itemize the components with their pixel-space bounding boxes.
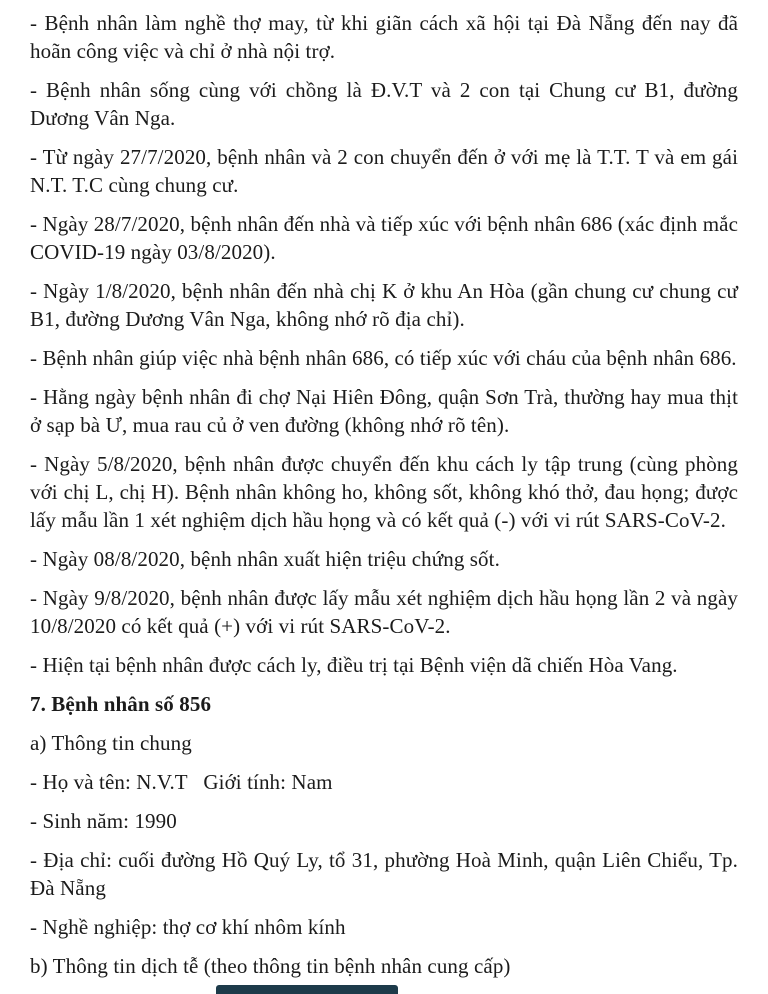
patient-name-gender-field: - Họ và tên: N.V.T Giới tính: Nam (30, 770, 333, 794)
epi-note: - Ngày 28/7/2020, bệnh nhân đến nhà và tiếp xúc với bệnh nhân 686 (xác định mắc COVID-19 ngày 03/8/2020). (30, 212, 738, 264)
patient-856-heading: 7. Bệnh nhân số 856 (30, 692, 212, 716)
bottom-bar (216, 985, 398, 994)
epi-note: - Hiện tại bệnh nhân được cách ly, điều trị tại Bệnh viện dã chiến Hòa Vang. (30, 653, 678, 677)
general-info-label: a) Thông tin chung (30, 731, 192, 755)
epi-note: - Bệnh nhân làm nghề thợ may, từ khi giãn cách xã hội tại Đà Nẵng đến nay đã hoãn công việc và chỉ ở nhà nội trợ. (30, 11, 738, 63)
patient-occupation-field: - Nghề nghiệp: thợ cơ khí nhôm kính (30, 915, 346, 939)
patient-birth-year-field: - Sinh năm: 1990 (30, 809, 177, 833)
epi-note: - Ngày 9/8/2020, bệnh nhân được lấy mẫu xét nghiệm dịch hầu họng lần 2 và ngày 10/8/2020 có kết quả (+) với vi rút SARS-CoV-2. (30, 586, 738, 638)
patient-address-field: - Địa chỉ: cuối đường Hồ Quý Ly, tổ 31, phường Hoà Minh, quận Liên Chiểu, Tp. Đà Nẵng (30, 848, 738, 900)
epi-note: - Ngày 08/8/2020, bệnh nhân xuất hiện triệu chứng sốt. (30, 547, 500, 571)
epi-note: - Bệnh nhân giúp việc nhà bệnh nhân 686, có tiếp xúc với cháu của bệnh nhân 686. (30, 346, 737, 370)
epi-note: - Từ ngày 27/7/2020, bệnh nhân và 2 con chuyển đến ở với mẹ là T.T. T và em gái N.T. T.C cùng chung cư. (30, 145, 738, 197)
epi-info-label: b) Thông tin dịch tễ (theo thông tin bệnh nhân cung cấp) (30, 954, 511, 978)
epi-note: - Bệnh nhân sống cùng với chồng là Đ.V.T và 2 con tại Chung cư B1, đường Dương Vân Nga. (30, 78, 738, 130)
epi-note: - Hằng ngày bệnh nhân đi chợ Nại Hiên Đông, quận Sơn Trà, thường hay mua thịt ở sạp bà Ư, mua rau củ ở ven đường (không nhớ rõ tên). (30, 385, 738, 437)
epi-note: - Ngày 5/8/2020, bệnh nhân được chuyển đến khu cách ly tập trung (cùng phòng với chị L, chị H). Bệnh nhân không ho, không sốt, không khó thở, đau họng; được lấy mẫu lần 1 xét nghiệm dịch hầu họng và có kết quả (-) với vi rút SARS-CoV-2. (30, 452, 738, 532)
epi-note: - Ngày 1/8/2020, bệnh nhân đến nhà chị K ở khu An Hòa (gần chung cư chung cư B1, đường Dương Vân Nga, không nhớ rõ địa chỉ). (30, 279, 738, 331)
